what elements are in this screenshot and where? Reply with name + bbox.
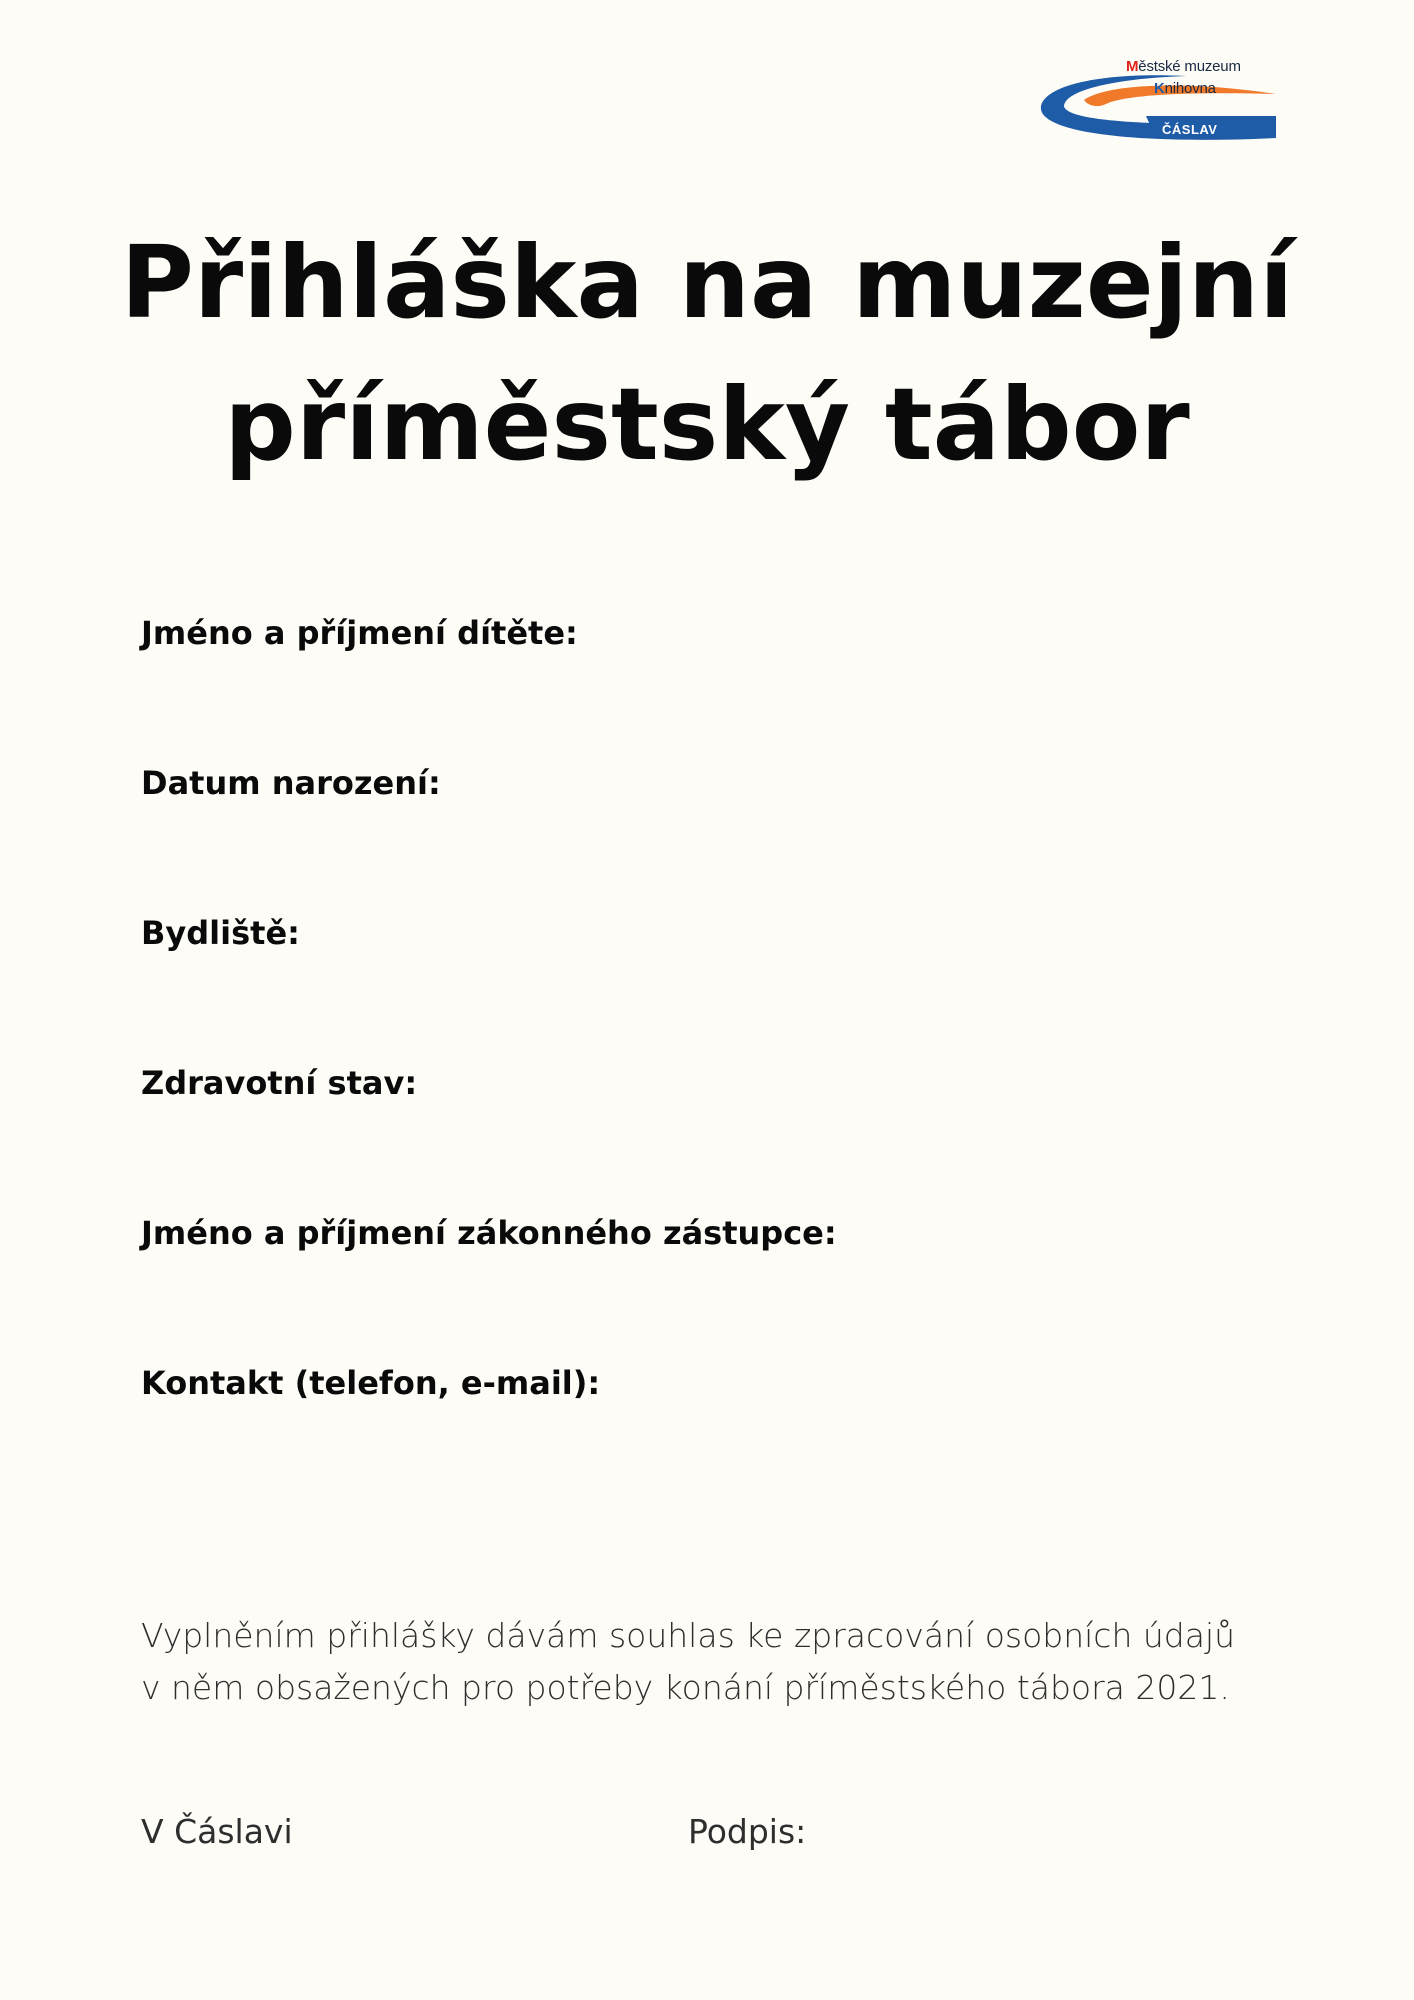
logo-text-library	[1154, 80, 1216, 97]
field-label-guardian-name: Jméno a příjmení zákonného zástupce:	[141, 1214, 837, 1252]
field-label-residence: Bydliště:	[141, 914, 300, 952]
field-label-contact: Kontakt (telefon, e-mail):	[141, 1364, 601, 1402]
logo-initial-k: K	[1154, 80, 1165, 97]
logo-text-library-rest: nihovna	[1164, 80, 1216, 97]
title-line-2: příměstský tábor	[224, 366, 1190, 483]
museum-library-logo	[1036, 54, 1276, 144]
consent-line-1: Vyplněním přihlášky dávám souhlas ke zpracování osobních údajů	[141, 1616, 1236, 1655]
logo-city-name: ČÁSLAV	[1162, 122, 1218, 137]
signing-place: V Čáslavi	[141, 1812, 293, 1851]
page-title	[0, 212, 1414, 496]
field-label-health-status: Zdravotní stav:	[141, 1064, 418, 1102]
signature-label: Podpis:	[688, 1812, 807, 1851]
logo-initial-m: M	[1126, 58, 1139, 75]
field-label-child-name: Jméno a příjmení dítěte:	[141, 614, 578, 652]
consent-statement	[141, 1610, 1235, 1714]
consent-line-2: v něm obsažených pro potřeby konání příměstského tábora 2021.	[141, 1668, 1230, 1707]
logo-text-museum	[1126, 58, 1241, 75]
field-label-birth-date: Datum narození:	[141, 764, 441, 802]
title-line-1: Přihláška na muzejní	[120, 224, 1294, 341]
logo-text-museum-rest: ěstské muzeum	[1138, 58, 1241, 75]
